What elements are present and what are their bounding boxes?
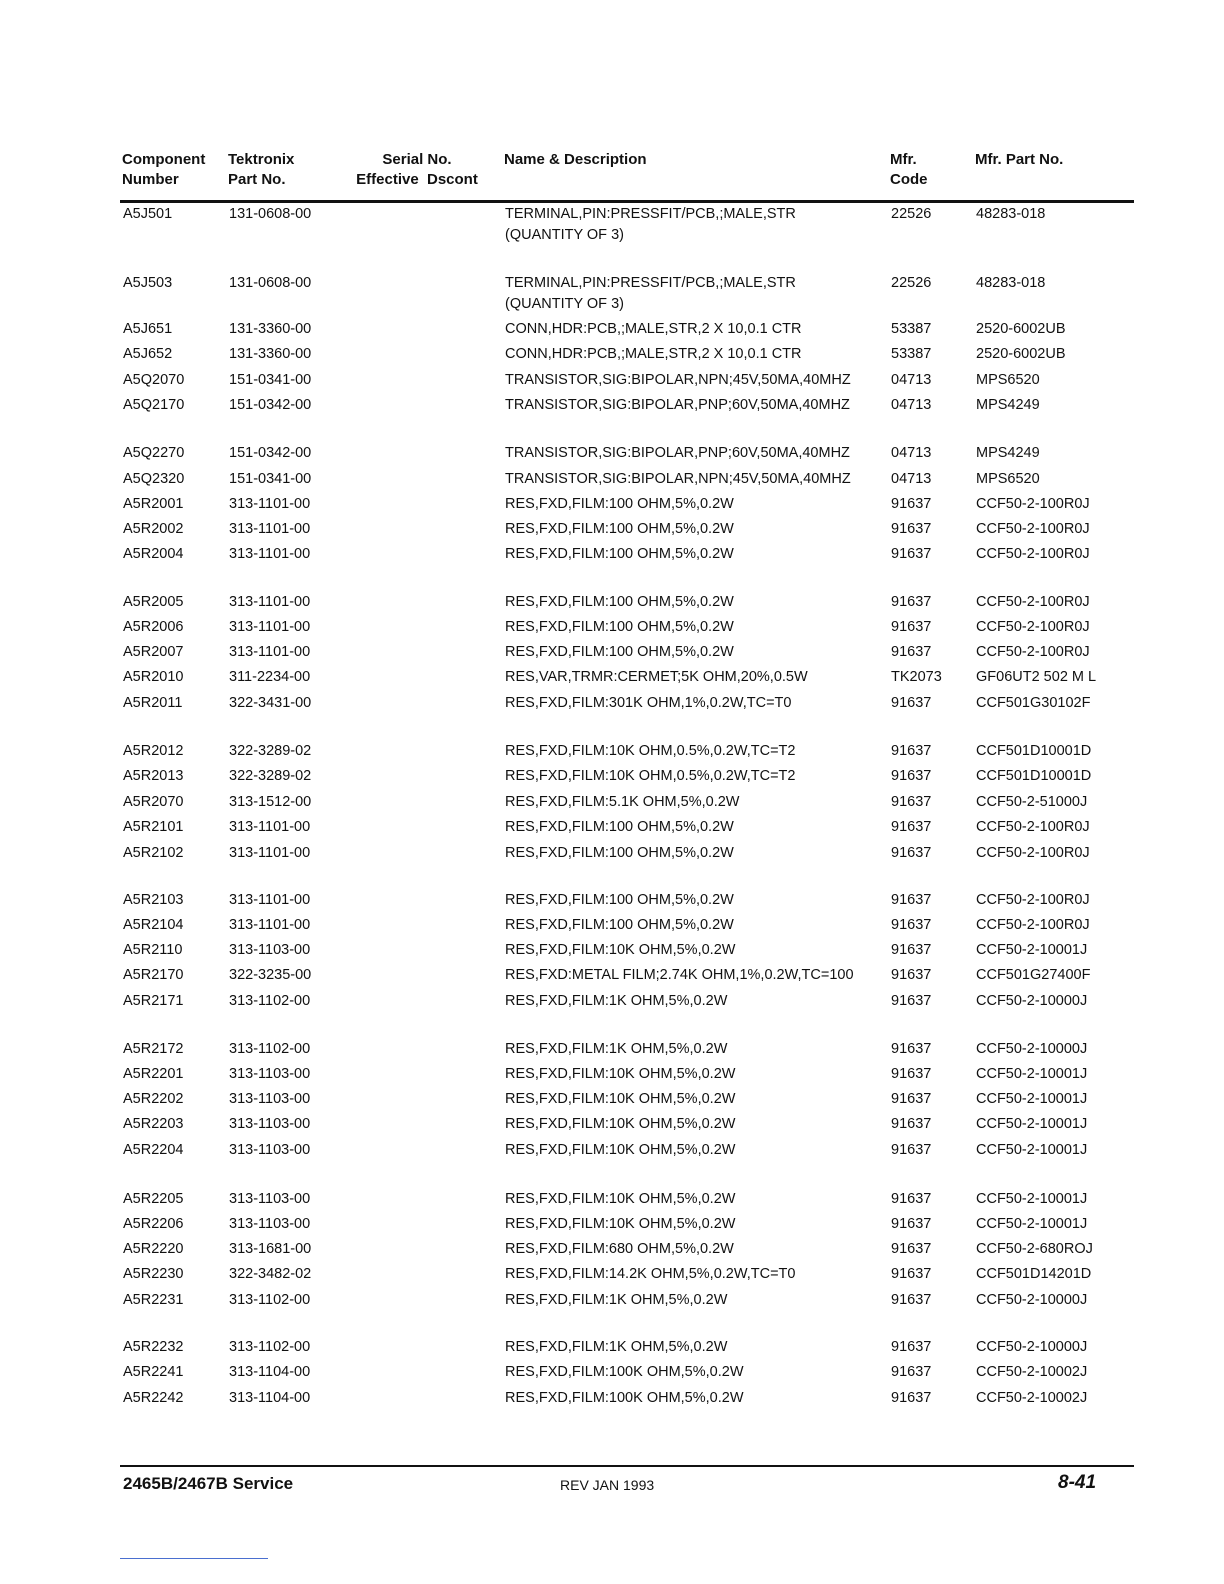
footer-revision: REV JAN 1993: [560, 1477, 655, 1493]
tektronix-part-no: 313-1103-00: [229, 1066, 311, 1082]
name-description: TERMINAL,PIN:PRESSFIT/PCB,;MALE,STR: [505, 206, 796, 222]
header-rule: [120, 200, 1134, 203]
tektronix-part-no: 313-1102-00: [229, 1339, 311, 1355]
name-description: RES,FXD,FILM:10K OHM,5%,0.2W: [505, 1216, 736, 1232]
mfr-part-no: 48283-018: [976, 206, 1046, 222]
name-description: RES,FXD,FILM:10K OHM,5%,0.2W: [505, 1066, 736, 1082]
tektronix-part-no: 151-0342-00: [229, 397, 312, 413]
tektronix-part-no: 313-1103-00: [229, 942, 311, 958]
mfr-code: 53387: [891, 346, 932, 362]
component-number: A5R2230: [123, 1266, 184, 1282]
mfr-code: 91637: [891, 967, 932, 983]
mfr-code: 91637: [891, 1041, 932, 1057]
tektronix-part-no: 313-1103-00: [229, 1091, 311, 1107]
mfr-code: 91637: [891, 1339, 932, 1355]
component-number: A5R2102: [123, 845, 184, 861]
mfr-code: 91637: [891, 819, 932, 835]
mfr-code: 91637: [891, 695, 932, 711]
mfr-part-no: CCF50-2-100R0J: [976, 521, 1090, 537]
header-component-line2: Number: [122, 171, 179, 188]
mfr-code: 91637: [891, 1216, 932, 1232]
mfr-part-no: 2520-6002UB: [976, 321, 1066, 337]
mfr-part-no: MPS6520: [976, 372, 1040, 388]
header-name-description: [504, 150, 647, 170]
name-description: RES,FXD,FILM:1K OHM,5%,0.2W: [505, 1339, 728, 1355]
tektronix-part-no: 313-1101-00: [229, 496, 311, 512]
mfr-code: 91637: [891, 768, 932, 784]
mfr-code: 91637: [891, 521, 932, 537]
component-number: A5R2010: [123, 669, 184, 685]
mfr-code: 91637: [891, 1364, 932, 1380]
tektronix-part-no: 313-1101-00: [229, 845, 311, 861]
component-number: A5R2202: [123, 1091, 184, 1107]
mfr-part-no: MPS4249: [976, 397, 1040, 413]
mfr-part-no: 48283-018: [976, 275, 1046, 291]
mfr-part-no: CCF50-2-100R0J: [976, 819, 1090, 835]
name-description: RES,FXD,FILM:10K OHM,5%,0.2W: [505, 1116, 736, 1132]
header-serial: [352, 150, 482, 190]
tektronix-part-no: 313-1681-00: [229, 1241, 312, 1257]
header-component-line1: Component: [122, 151, 206, 168]
name-description: RES,FXD,FILM:100 OHM,5%,0.2W: [505, 644, 734, 660]
component-number: A5R2231: [123, 1292, 184, 1308]
tektronix-part-no: 311-2234-00: [229, 669, 311, 685]
component-number: A5Q2170: [123, 397, 185, 413]
component-number: A5R2110: [123, 942, 183, 958]
component-number: A5R2002: [123, 521, 184, 537]
mfr-code: 04713: [891, 445, 932, 461]
mfr-part-no: CCF501D10001D: [976, 743, 1092, 759]
name-description: RES,FXD,FILM:100 OHM,5%,0.2W: [505, 496, 734, 512]
name-description: RES,FXD,FILM:1K OHM,5%,0.2W: [505, 1041, 728, 1057]
header-mfr-code: [890, 150, 928, 190]
mfr-code: 91637: [891, 1241, 932, 1257]
mfr-code: 91637: [891, 1116, 932, 1132]
tektronix-part-no: 131-0608-00: [229, 206, 312, 222]
tektronix-part-no: 313-1101-00: [229, 619, 311, 635]
mfr-part-no: CCF50-2-100R0J: [976, 496, 1090, 512]
mfr-part-no: CCF50-2-10001J: [976, 1091, 1088, 1107]
name-description: RES,FXD,FILM:10K OHM,0.5%,0.2W,TC=T2: [505, 743, 796, 759]
mfr-part-no: MPS4249: [976, 445, 1040, 461]
mfr-part-no: CCF50-2-10000J: [976, 993, 1088, 1009]
mfr-part-no: CCF50-2-100R0J: [976, 845, 1090, 861]
component-number: A5R2101: [123, 819, 184, 835]
name-description-continued: (QUANTITY OF 3): [505, 296, 624, 312]
name-description: RES,FXD,FILM:5.1K OHM,5%,0.2W: [505, 794, 740, 810]
mfr-part-no: GF06UT2 502 M L: [976, 669, 1097, 685]
name-description: RES,FXD,FILM:10K OHM,5%,0.2W: [505, 942, 736, 958]
name-description: RES,FXD,FILM:10K OHM,0.5%,0.2W,TC=T2: [505, 768, 796, 784]
mfr-part-no: CCF50-2-10002J: [976, 1364, 1088, 1380]
mfr-part-no: CCF50-2-10000J: [976, 1041, 1088, 1057]
component-number: A5J501: [123, 206, 173, 222]
name-description: RES,FXD,FILM:10K OHM,5%,0.2W: [505, 1091, 736, 1107]
tektronix-part-no: 313-1102-00: [229, 1292, 311, 1308]
mfr-part-no: CCF50-2-10001J: [976, 1216, 1088, 1232]
mfr-part-no: CCF50-2-100R0J: [976, 594, 1090, 610]
mfr-part-no: CCF50-2-10002J: [976, 1390, 1088, 1406]
name-description: RES,FXD,FILM:100 OHM,5%,0.2W: [505, 594, 734, 610]
header-component: [122, 150, 205, 190]
mfr-part-no: CCF501D10001D: [976, 768, 1092, 784]
component-number: A5R2242: [123, 1390, 184, 1406]
name-description: RES,FXD,FILM:100 OHM,5%,0.2W: [505, 521, 734, 537]
component-number: A5R2232: [123, 1339, 184, 1355]
name-description: RES,FXD,FILM:100 OHM,5%,0.2W: [505, 619, 734, 635]
component-number: A5R2011: [123, 695, 183, 711]
footer-title: 2465B/2467B Service: [123, 1474, 294, 1493]
tektronix-part-no: 322-3431-00: [229, 695, 312, 711]
mfr-part-no: CCF501D14201D: [976, 1266, 1092, 1282]
mfr-part-no: CCF50-2-100R0J: [976, 546, 1090, 562]
tektronix-part-no: 313-1102-00: [229, 1041, 311, 1057]
component-number: A5R2005: [123, 594, 184, 610]
mfr-code: 91637: [891, 496, 932, 512]
tektronix-part-no: 313-1104-00: [229, 1364, 311, 1380]
footer-rule: [120, 1465, 1134, 1467]
component-number: A5R2241: [123, 1364, 184, 1380]
tektronix-part-no: 131-0608-00: [229, 275, 312, 291]
name-description: RES,FXD,FILM:10K OHM,5%,0.2W: [505, 1142, 736, 1158]
name-description: TRANSISTOR,SIG:BIPOLAR,PNP;60V,50MA,40MHZ: [505, 445, 850, 461]
tektronix-part-no: 313-1103-00: [229, 1142, 311, 1158]
mfr-part-no: CCF50-2-100R0J: [976, 619, 1090, 635]
name-description: RES,FXD,FILM:1K OHM,5%,0.2W: [505, 993, 728, 1009]
tektronix-part-no: 313-1101-00: [229, 546, 311, 562]
mfr-part-no: CCF50-2-680ROJ: [976, 1241, 1093, 1257]
header-tektronix: [228, 150, 294, 190]
name-description: RES,FXD,FILM:14.2K OHM,5%,0.2W,TC=T0: [505, 1266, 796, 1282]
tektronix-part-no: 313-1101-00: [229, 819, 311, 835]
component-number: A5Q2320: [123, 471, 185, 487]
tektronix-part-no: 313-1101-00: [229, 594, 311, 610]
name-description: CONN,HDR:PCB,;MALE,STR,2 X 10,0.1 CTR: [505, 346, 802, 362]
tektronix-part-no: 313-1101-00: [229, 644, 311, 660]
component-number: A5J651: [123, 321, 173, 337]
tektronix-part-no: 131-3360-00: [229, 321, 312, 337]
header-mfr-code-line2: Code: [890, 171, 928, 188]
tektronix-part-no: 313-1512-00: [229, 794, 312, 810]
tektronix-part-no: 313-1101-00: [229, 892, 311, 908]
header-serial-line2: Effective Dscont: [356, 171, 478, 188]
mfr-code: 04713: [891, 397, 932, 413]
mfr-part-no: CCF50-2-51000J: [976, 794, 1088, 810]
mfr-code: 22526: [891, 275, 932, 291]
mfr-code: 91637: [891, 594, 932, 610]
mfr-code: 91637: [891, 743, 932, 759]
mfr-part-no: CCF50-2-10001J: [976, 1116, 1088, 1132]
mfr-code: 91637: [891, 892, 932, 908]
mfr-code: TK2073: [891, 669, 942, 685]
name-description: CONN,HDR:PCB,;MALE,STR,2 X 10,0.1 CTR: [505, 321, 802, 337]
mfr-part-no: MPS6520: [976, 471, 1040, 487]
component-number: A5R2012: [123, 743, 184, 759]
mfr-part-no: CCF50-2-10001J: [976, 942, 1088, 958]
mfr-code: 91637: [891, 1390, 932, 1406]
component-number: A5R2103: [123, 892, 184, 908]
name-description: RES,FXD,FILM:10K OHM,5%,0.2W: [505, 1191, 736, 1207]
mfr-code: 91637: [891, 942, 932, 958]
tektronix-part-no: 313-1101-00: [229, 521, 311, 537]
name-description: RES,FXD,FILM:100 OHM,5%,0.2W: [505, 892, 734, 908]
name-description: TERMINAL,PIN:PRESSFIT/PCB,;MALE,STR: [505, 275, 796, 291]
mfr-part-no: CCF50-2-10001J: [976, 1142, 1088, 1158]
name-description-continued: (QUANTITY OF 3): [505, 227, 624, 243]
tektronix-part-no: 322-3482-02: [229, 1266, 312, 1282]
mfr-code: 91637: [891, 619, 932, 635]
mfr-part-no: CCF501G27400F: [976, 967, 1091, 983]
mfr-part-no: CCF501G30102F: [976, 695, 1091, 711]
name-description: RES,FXD:METAL FILM;2.74K OHM,1%,0.2W,TC=100: [505, 967, 854, 983]
name-description: RES,FXD,FILM:1K OHM,5%,0.2W: [505, 1292, 728, 1308]
mfr-code: 04713: [891, 471, 932, 487]
header-serial-line1: Serial No.: [382, 151, 452, 168]
name-description: RES,FXD,FILM:100 OHM,5%,0.2W: [505, 546, 734, 562]
component-number: A5R2206: [123, 1216, 184, 1232]
component-number: A5R2007: [123, 644, 184, 660]
name-description: RES,VAR,TRMR:CERMET;5K OHM,20%,0.5W: [505, 669, 808, 685]
name-description: TRANSISTOR,SIG:BIPOLAR,NPN;45V,50MA,40MHZ: [505, 372, 851, 388]
mfr-code: 91637: [891, 1066, 932, 1082]
header-mfr-part-no-text: Mfr. Part No.: [975, 151, 1064, 168]
mfr-part-no: CCF50-2-100R0J: [976, 644, 1090, 660]
page-number: 8-41: [1058, 1472, 1097, 1493]
mfr-code: 91637: [891, 794, 932, 810]
tektronix-part-no: 313-1103-00: [229, 1191, 311, 1207]
component-number: A5R2013: [123, 768, 184, 784]
mfr-part-no: CCF50-2-100R0J: [976, 892, 1090, 908]
mfr-code: 91637: [891, 1142, 932, 1158]
mfr-code: 04713: [891, 372, 932, 388]
tektronix-part-no: 313-1104-00: [229, 1390, 311, 1406]
name-description: RES,FXD,FILM:100 OHM,5%,0.2W: [505, 917, 734, 933]
name-description: RES,FXD,FILM:100 OHM,5%,0.2W: [505, 845, 734, 861]
scan-edge-line: [120, 1558, 268, 1559]
tektronix-part-no: 322-3235-00: [229, 967, 312, 983]
component-number: A5J652: [123, 346, 173, 362]
component-number: A5R2220: [123, 1241, 184, 1257]
mfr-part-no: 2520-6002UB: [976, 346, 1066, 362]
component-number: A5R2006: [123, 619, 184, 635]
tektronix-part-no: 313-1101-00: [229, 917, 311, 933]
mfr-code: 22526: [891, 206, 932, 222]
tektronix-part-no: 151-0341-00: [229, 372, 312, 388]
name-description: RES,FXD,FILM:100K OHM,5%,0.2W: [505, 1364, 744, 1380]
component-number: A5R2070: [123, 794, 184, 810]
tektronix-part-no: 151-0342-00: [229, 445, 312, 461]
header-tektronix-line1: Tektronix: [228, 151, 295, 168]
name-description: RES,FXD,FILM:301K OHM,1%,0.2W,TC=T0: [505, 695, 792, 711]
tektronix-part-no: 322-3289-02: [229, 768, 312, 784]
header-mfr-part-no: [975, 150, 1063, 170]
header-tektronix-line2: Part No.: [228, 171, 286, 188]
mfr-code: 91637: [891, 845, 932, 861]
tektronix-part-no: 151-0341-00: [229, 471, 312, 487]
name-description: RES,FXD,FILM:100K OHM,5%,0.2W: [505, 1390, 744, 1406]
name-description: TRANSISTOR,SIG:BIPOLAR,PNP;60V,50MA,40MHZ: [505, 397, 850, 413]
mfr-code: 53387: [891, 321, 932, 337]
component-number: A5Q2070: [123, 372, 185, 388]
component-number: A5R2204: [123, 1142, 184, 1158]
mfr-code: 91637: [891, 644, 932, 660]
tektronix-part-no: 313-1102-00: [229, 993, 311, 1009]
component-number: A5J503: [123, 275, 173, 291]
component-number: A5R2205: [123, 1191, 184, 1207]
mfr-code: 91637: [891, 1266, 932, 1282]
component-number: A5R2172: [123, 1041, 184, 1057]
mfr-code: 91637: [891, 993, 932, 1009]
mfr-part-no: CCF50-2-100R0J: [976, 917, 1090, 933]
component-number: A5R2201: [123, 1066, 184, 1082]
mfr-part-no: CCF50-2-10000J: [976, 1292, 1088, 1308]
mfr-code: 91637: [891, 1091, 932, 1107]
mfr-part-no: CCF50-2-10001J: [976, 1191, 1088, 1207]
mfr-code: 91637: [891, 917, 932, 933]
mfr-part-no: CCF50-2-10000J: [976, 1339, 1088, 1355]
tektronix-part-no: 313-1103-00: [229, 1116, 311, 1132]
name-description: RES,FXD,FILM:680 OHM,5%,0.2W: [505, 1241, 734, 1257]
tektronix-part-no: 131-3360-00: [229, 346, 312, 362]
name-description: TRANSISTOR,SIG:BIPOLAR,NPN;45V,50MA,40MHZ: [505, 471, 851, 487]
mfr-part-no: CCF50-2-10001J: [976, 1066, 1088, 1082]
mfr-code: 91637: [891, 546, 932, 562]
mfr-code: 91637: [891, 1292, 932, 1308]
component-number: A5Q2270: [123, 445, 185, 461]
tektronix-part-no: 313-1103-00: [229, 1216, 311, 1232]
component-number: A5R2170: [123, 967, 184, 983]
header-name-description-text: Name & Description: [504, 151, 647, 168]
component-number: A5R2171: [123, 993, 184, 1009]
tektronix-part-no: 322-3289-02: [229, 743, 312, 759]
component-number: A5R2004: [123, 546, 184, 562]
mfr-code: 91637: [891, 1191, 932, 1207]
header-mfr-code-line1: Mfr.: [890, 151, 917, 168]
component-number: A5R2001: [123, 496, 184, 512]
component-number: A5R2203: [123, 1116, 184, 1132]
component-number: A5R2104: [123, 917, 184, 933]
name-description: RES,FXD,FILM:100 OHM,5%,0.2W: [505, 819, 734, 835]
